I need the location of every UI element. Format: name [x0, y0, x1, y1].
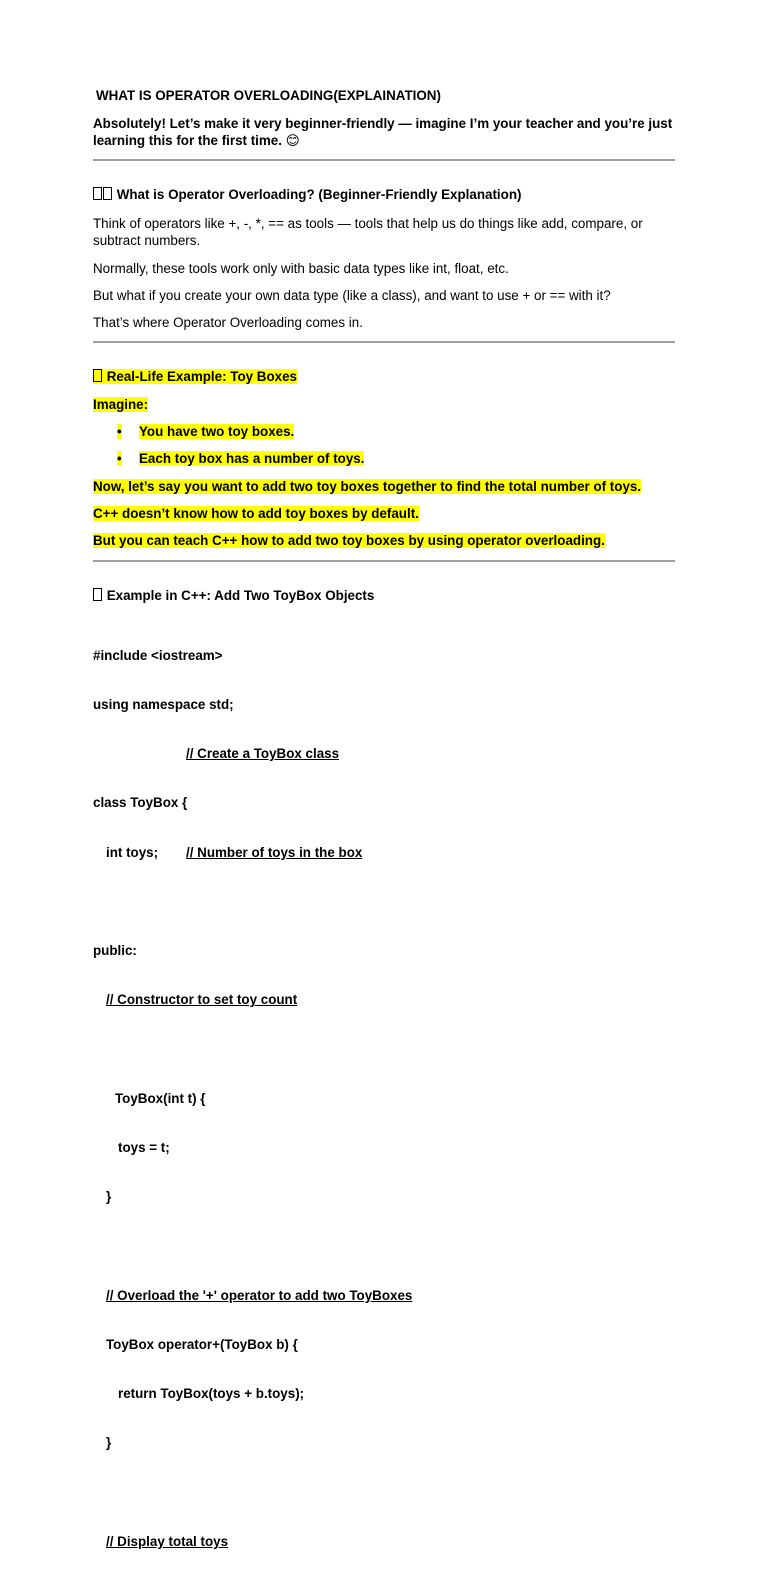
code-comment: // Overload the '+' operator to add two ToyBoxes	[106, 1287, 413, 1303]
list-item	[93, 424, 393, 442]
intro-paragraph: Absolutely! Let’s make it very beginner-friendly — imagine I’m your teacher and you’re just learning this for the first time. 😊	[93, 116, 673, 148]
bullet-icon: •	[117, 424, 122, 439]
missing-glyph-icon	[93, 187, 102, 200]
missing-glyph-icon	[93, 588, 102, 601]
highlighted-line: Now, let’s say you want to add two toy boxes together to find the total number of toys.	[93, 479, 642, 494]
document-title: WHAT IS OPERATOR OVERLOADING(EXPLAINATION)	[96, 88, 441, 103]
section-heading-text: What is Operator Overloading? (Beginner-Friendly Explanation)	[116, 187, 522, 202]
code-line: int toys; // Number of toys in the box	[106, 844, 363, 860]
imagine-label: Imagine:	[93, 397, 149, 412]
blank-line	[93, 894, 412, 910]
list-item-text: You have two toy boxes.	[139, 424, 295, 439]
code-line: }	[106, 1189, 112, 1205]
code-comment: // Number of toys in the box	[186, 844, 363, 860]
missing-glyph-icon	[103, 187, 112, 200]
section-heading-toy-boxes	[93, 369, 297, 384]
blank-line	[93, 1238, 412, 1254]
blank-line	[93, 1484, 412, 1500]
code-line: }	[106, 1435, 112, 1451]
code-line: ToyBox(int t) {	[115, 1090, 206, 1106]
section-heading-what-is	[93, 187, 521, 202]
paragraph: But what if you create your own data type (like a class), and want to use + or == with it?	[93, 288, 611, 303]
code-line: class ToyBox {	[93, 795, 188, 811]
code-line: #include <iostream>	[93, 647, 223, 663]
paragraph: That’s where Operator Overloading comes in.	[93, 315, 363, 330]
bullet-icon: •	[117, 451, 122, 466]
highlighted-line: But you can teach C++ how to add two toy boxes by using operator overloading.	[93, 533, 605, 548]
code-comment: // Display total toys	[106, 1533, 229, 1549]
code-block	[93, 615, 412, 1583]
paragraph: Normally, these tools work only with basic data types like int, float, etc.	[93, 261, 509, 276]
code-line: toys = t;	[118, 1139, 170, 1155]
list-item-text: Each toy box has a number of toys.	[139, 451, 365, 466]
missing-glyph-icon	[93, 369, 102, 382]
code-line: return ToyBox(toys + b.toys);	[118, 1386, 305, 1402]
code-line: using namespace std;	[93, 697, 234, 713]
section-heading-text: Example in C++: Add Two ToyBox Objects	[106, 588, 375, 603]
section-heading-cpp-example	[93, 588, 374, 603]
section-heading-text: Real-Life Example: Toy Boxes	[106, 369, 297, 384]
code-comment: // Constructor to set toy count	[106, 992, 298, 1008]
blank-line	[93, 1042, 412, 1058]
divider	[93, 159, 675, 161]
code-comment: // Create a ToyBox class	[186, 746, 340, 762]
highlighted-line: C++ doesn’t know how to add toy boxes by default.	[93, 506, 419, 521]
list-item	[93, 451, 393, 469]
divider	[93, 560, 675, 562]
paragraph: Think of operators like +, -, *, == as tools — tools that help us do things like add, compare, or subtract numbers.	[93, 216, 643, 248]
code-line: ToyBox operator+(ToyBox b) {	[106, 1336, 298, 1352]
code-line: public:	[93, 943, 137, 959]
divider	[93, 341, 675, 343]
